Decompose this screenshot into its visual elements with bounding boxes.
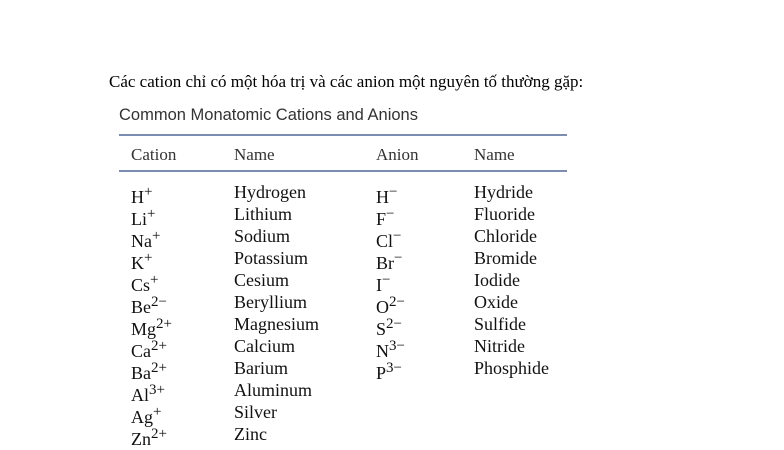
cation-name-cell: Beryllium — [234, 292, 307, 312]
cation-cell — [131, 423, 167, 450]
table-row — [0, 181, 784, 207]
cation-name-cell: Silver — [234, 402, 277, 422]
anion-cell-symbol: N — [376, 341, 389, 361]
anion-cell-charge: 3− — [389, 338, 405, 354]
cation-cell-symbol: Be — [131, 297, 151, 317]
page-heading: Các cation chỉ có một hóa trị và các anion một nguyên tố thường gặp: — [109, 72, 584, 91]
table-header-rule — [119, 170, 567, 172]
anion-cell-charge: − — [389, 184, 398, 200]
table-row — [0, 423, 784, 449]
table-row — [0, 247, 784, 273]
cation-name-cell: Lithium — [234, 204, 292, 224]
table-row — [0, 225, 784, 251]
cation-name-cell: Aluminum — [234, 380, 313, 400]
anion-name-cell: Chloride — [474, 226, 537, 246]
anion-cell-symbol: S — [376, 319, 387, 339]
table-body — [0, 181, 784, 449]
anion-cell-charge: − — [394, 250, 403, 266]
anion-cell-symbol: P — [376, 363, 387, 383]
column-header-anion: Anion — [376, 145, 419, 164]
cation-cell-charge: 2+ — [151, 360, 167, 376]
table-row — [0, 379, 784, 405]
anion-cell-symbol: H — [376, 187, 389, 207]
table-top-rule — [119, 134, 567, 136]
column-header-cation-name: Name — [234, 145, 275, 164]
anion-cell-charge: 2− — [389, 294, 405, 310]
cation-name-cell: Cesium — [234, 270, 290, 290]
anion-name-cell: Iodide — [474, 270, 520, 290]
column-header-anion-name: Name — [474, 145, 515, 164]
cation-cell-symbol: Ba — [131, 363, 151, 383]
cation-name-cell: Zinc — [234, 424, 267, 444]
anion-cell-charge: 3− — [386, 360, 402, 376]
cation-cell-charge: 2+ — [151, 338, 167, 354]
anion-cell-symbol: Cl — [376, 231, 394, 251]
cation-name-cell: Hydrogen — [234, 182, 306, 202]
cation-cell-symbol: H — [131, 187, 144, 207]
anion-name-cell: Bromide — [474, 248, 537, 268]
column-header-cation: Cation — [131, 145, 177, 164]
cation-cell-charge: + — [144, 250, 153, 266]
cation-cell-symbol: Mg — [131, 319, 157, 339]
cation-cell-charge: + — [147, 206, 156, 222]
anion-cell-charge: − — [386, 206, 395, 222]
table-row — [0, 291, 784, 317]
cation-cell-symbol: Cs — [131, 275, 151, 295]
anion-cell-symbol: O — [376, 297, 389, 317]
anion-cell-charge: − — [393, 228, 402, 244]
table-row — [0, 313, 784, 339]
cation-cell-symbol: Ca — [131, 341, 151, 361]
table-title: Common Monatomic Cations and Anions — [119, 106, 418, 124]
anion-name-cell: Nitride — [474, 336, 525, 356]
cation-name-cell: Calcium — [234, 336, 295, 356]
cation-cell-symbol: Li — [131, 209, 147, 229]
cation-cell-charge: 2+ — [151, 426, 167, 442]
cation-cell-symbol: K — [131, 253, 144, 273]
cation-cell-charge: + — [144, 184, 153, 200]
cation-cell-symbol: Na — [131, 231, 152, 251]
anion-cell-charge: 2− — [386, 316, 402, 332]
anion-name-cell: Sulfide — [474, 314, 526, 334]
table-row — [0, 357, 784, 383]
anion-name-cell: Oxide — [474, 292, 518, 312]
cation-cell-symbol: Al — [131, 385, 149, 405]
table-row — [0, 335, 784, 361]
cation-cell-charge: + — [152, 228, 161, 244]
cation-cell-charge: 2− — [151, 294, 167, 310]
cation-cell-symbol: Ag — [131, 407, 153, 427]
table-row — [0, 401, 784, 427]
anion-cell-symbol: I — [376, 275, 382, 295]
anion-name-cell: Phosphide — [474, 358, 550, 378]
cation-cell-charge: + — [150, 272, 159, 288]
cation-cell-charge: + — [153, 404, 162, 420]
cation-name-cell: Magnesium — [234, 314, 319, 334]
anion-cell-charge: − — [382, 272, 391, 288]
anion-name-cell: Fluoride — [474, 204, 535, 224]
cation-name-cell: Potassium — [234, 248, 309, 268]
cation-cell-charge: 3+ — [149, 382, 165, 398]
table-row — [0, 269, 784, 295]
anion-name-cell: Hydride — [474, 182, 533, 202]
table-row — [0, 203, 784, 229]
cation-cell-charge: 2+ — [156, 316, 172, 332]
cation-name-cell: Barium — [234, 358, 288, 378]
anion-cell-symbol: F — [376, 209, 387, 229]
anion-cell-symbol: Br — [376, 253, 394, 273]
cation-cell-symbol: Zn — [131, 429, 151, 449]
cation-name-cell: Sodium — [234, 226, 291, 246]
